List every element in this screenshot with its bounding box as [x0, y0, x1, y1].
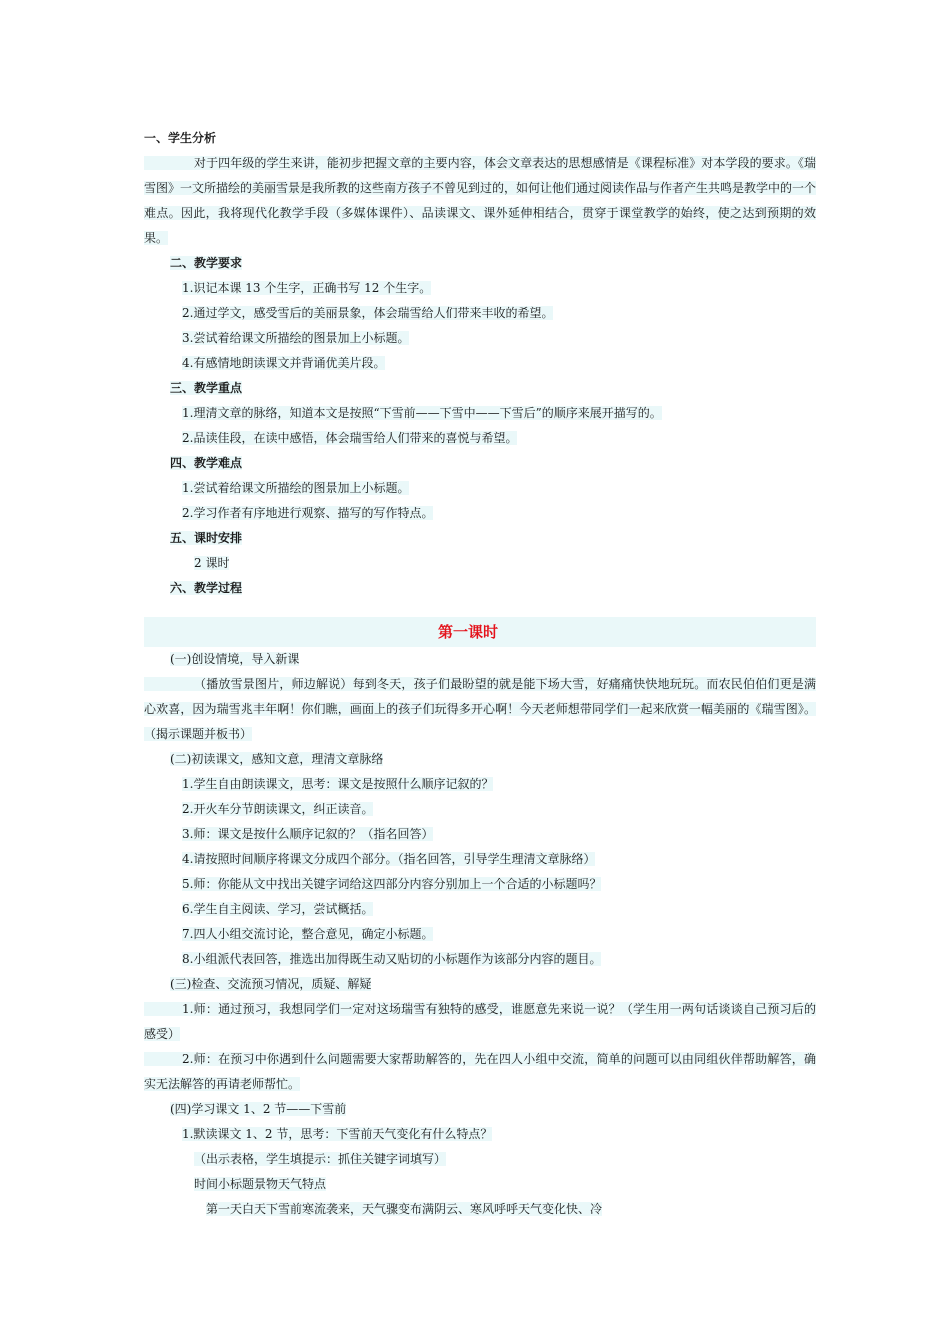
preview-item-2: 2.师：在预习中你遇到什么问题需要大家帮助解答的，先在四人小组中交流，简单的问题可以由同组伙伴帮助解答，确实无法解答的再请老师帮忙。	[144, 1052, 816, 1091]
difficulty-item: 1.尝试着给课文所描绘的图景加上小标题。	[182, 481, 410, 495]
lesson-title: 第一课时	[438, 623, 499, 641]
table-note: （出示表格，学生填提示：抓住关键字词填写）	[194, 1152, 447, 1166]
reading-step: 2.开火车分节朗读课文，纠正读音。	[182, 802, 374, 816]
section-heading-key-points: 三、教学重点	[170, 381, 243, 395]
lesson-title-bar	[144, 617, 816, 647]
section-heading-requirements: 二、教学要求	[170, 256, 243, 270]
document-page	[144, 126, 816, 1222]
difficulty-item: 2.学习作者有序地进行观察、描写的写作特点。	[182, 506, 434, 520]
key-point-item: 2.品读佳段，在读中感悟，体会瑞雪给人们带来的喜悦与希望。	[182, 431, 518, 445]
requirement-item: 1.识记本课 13 个生字，正确书写 12 个生字。	[182, 281, 432, 295]
part-heading-preview-check: (三)检查、交流预习情况，质疑、解疑	[170, 977, 372, 991]
reading-step: 3.师：课文是按什么顺序记叙的？（指名回答）	[182, 827, 434, 841]
intro-paragraph: （播放雪景图片，师边解说）每到冬天，孩子们最盼望的就是能下场大雪，好痛痛快快地玩玩。而农民伯伯们更是满心欢喜，因为瑞雪兆丰年啊！你们瞧，画面上的孩子们玩得多开心啊！今天老师想带同学们一起来欣赏一幅美丽的《瑞雪图》。（揭示课题并板书）	[144, 677, 816, 741]
section-heading-schedule: 五、课时安排	[170, 531, 243, 545]
table-header-row: 时间小标题景物天气特点	[194, 1177, 327, 1191]
student-analysis-text: 《瑞雪图》一文所描绘的美丽雪景是我所教的这些南方孩子不曾见到过的，如何让他们通过阅读作品与作者产生共鸣是教学中的一个难点。因此，我将现代化教学手段（多媒体课件）、品读课文、课外延伸相结合，贯穿于课堂教学的始终，使之达到预期的效果。	[144, 156, 817, 245]
part-heading-first-reading: (二)初读课文，感知文意，理清文章脉络	[170, 752, 384, 766]
reading-step: 6.学生自主阅读、学习，尝试概括。	[182, 902, 374, 916]
reading-step: 8.小组派代表回答，推选出加得既生动又贴切的小标题作为该部分内容的题目。	[182, 952, 602, 966]
student-analysis-paragraph	[144, 151, 816, 251]
requirement-item: 4.有感情地朗读课文并背诵优美片段。	[182, 356, 386, 370]
part-heading-intro: (一)创设情境，导入新课	[170, 652, 300, 666]
section-heading-process: 六、教学过程	[170, 581, 243, 595]
table-data-row: 第一天白天下雪前寒流袭来，天气骤变布满阴云、寒风呼呼天气变化快、冷	[206, 1202, 603, 1216]
key-point-item: 1.理清文章的脉络，知道本文是按照“下雪前——下雪中——下雪后”的顺序来展开描写的。	[182, 406, 662, 420]
section-heading-student-analysis: 一、学生分析	[144, 131, 217, 145]
reading-step: 1.学生自由朗读课文，思考：课文是按照什么顺序记叙的？	[182, 777, 494, 791]
part-heading-section-1-2: (四)学习课文 1、2 节——下雪前	[170, 1102, 347, 1116]
reading-step: 5.师：你能从文中找出关键字词给这四部分内容分别加上一个合适的小标题吗？	[182, 877, 602, 891]
requirement-item: 2.通过学文，感受雪后的美丽景象，体会瑞雪给人们带来丰收的希望。	[182, 306, 554, 320]
section-1-2-step: 1.默读课文 1、2 节，思考：下雪前天气变化有什么特点？	[182, 1127, 493, 1141]
reading-step: 4.请按照时间顺序将课文分成四个部分。（指名回答，引导学生理清文章脉络）	[182, 852, 596, 866]
section-heading-difficulties: 四、教学难点	[170, 456, 243, 470]
preview-item-1: 1.师：通过预习，我想同学们一定对这场瑞雪有独特的感受，谁愿意先来说一说？（学生用一两句话谈谈自己预习后的感受）	[144, 1002, 816, 1041]
schedule-value: 2 课时	[194, 556, 230, 570]
reading-step: 7.四人小组交流讨论，整合意见，确定小标题。	[182, 927, 434, 941]
requirement-item: 3.尝试着给课文所描绘的图景加上小标题。	[182, 331, 410, 345]
student-analysis-first-line: 对于四年级的学生来讲，能初步把握文章的主要内容，体会文章表达的思想感情是《课程标准》对本学段的要求。	[144, 156, 798, 170]
